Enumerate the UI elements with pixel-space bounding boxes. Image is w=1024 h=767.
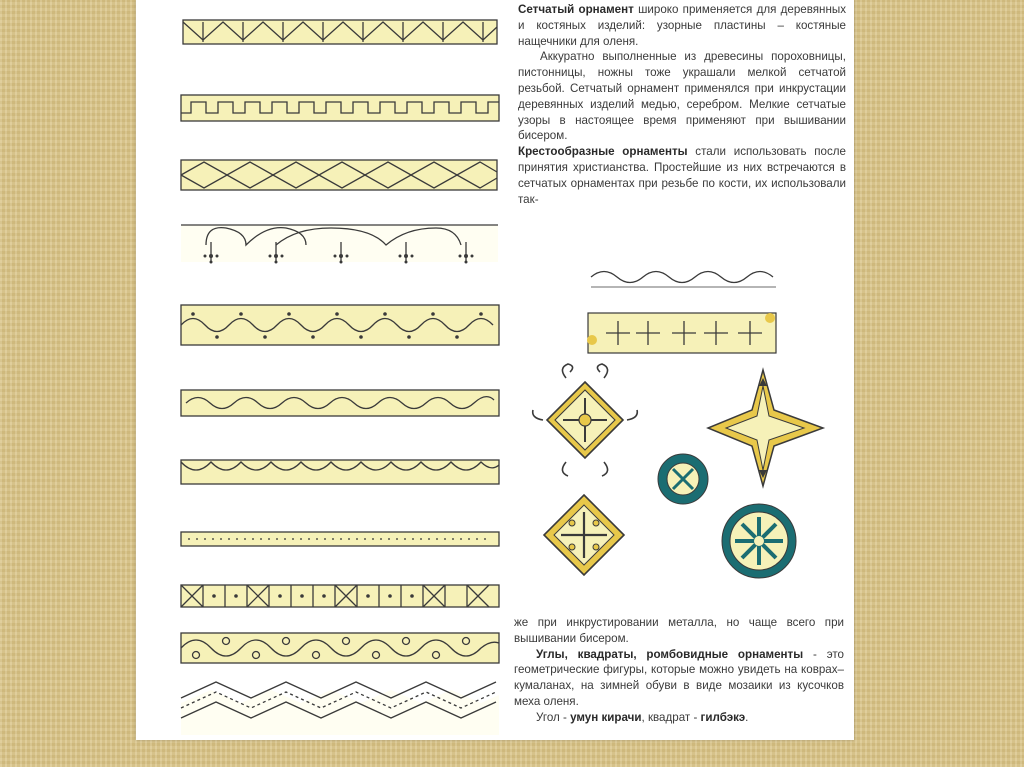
book-page [136, 0, 854, 740]
heading-geometric-ornament: Углы, квадраты, ромбовидные орнаменты [536, 647, 804, 661]
wheel-ornament [722, 504, 796, 578]
paragraph-cross-text: стали использовать после принятия христианства. Простейшие из них встречаются в сетчатых орнаментах при резьбе по кости, их использовали так- [518, 145, 846, 206]
text-top [518, 2, 846, 207]
paragraph-geometric [514, 647, 844, 710]
term-square: гилбэкэ [700, 710, 746, 724]
gold-cross-ornament [708, 370, 823, 486]
wave-ornament [591, 272, 776, 288]
term-angle-label: Угол - [536, 710, 571, 724]
heading-mesh-ornament: Сетчатый орнамент [518, 3, 634, 16]
paragraph-mesh-text: широко применяется для деревянных и костяных изделий: узорные пластины – костяные нащечники для оленя. [518, 3, 846, 48]
text-bottom [514, 615, 844, 726]
paragraph-cross-ornament [518, 144, 846, 207]
paragraph-terms [514, 710, 844, 726]
curl-diamond-ornament [533, 364, 638, 476]
paragraph-carving: Аккуратно выполненные из древесины пороховницы, пистонницы, ножны тоже украшали мелкой сетчатой резьбой. Сетчатый орнамент применялся при инкрустации деревянных изделий медью, серебром. Мелкие сетчатые узоры в настоящее время применяют при вышивании бисером. [518, 50, 846, 143]
diamond-cross-ornament [544, 495, 624, 575]
paragraph-continuation: же при инкрустировании металла, но чаще всего при вышивании бисером. [514, 616, 844, 645]
term-square-label: , квадрат - [641, 710, 701, 724]
cross-strip-ornament [587, 313, 776, 353]
term-angle: умун кирачи [570, 710, 642, 724]
paragraph-geometric-text: - это геометрические фигуры, которые можно увидеть на коврах–кумаланах, на зимней обуви в виде мозаики из кусочков меха оленя. [514, 647, 844, 708]
heading-cross-ornament: Крестообразные орнаменты [518, 145, 688, 159]
circle-x-ornament [658, 454, 708, 504]
paragraph-mesh-ornament [518, 2, 846, 49]
term-end: . [745, 710, 749, 724]
